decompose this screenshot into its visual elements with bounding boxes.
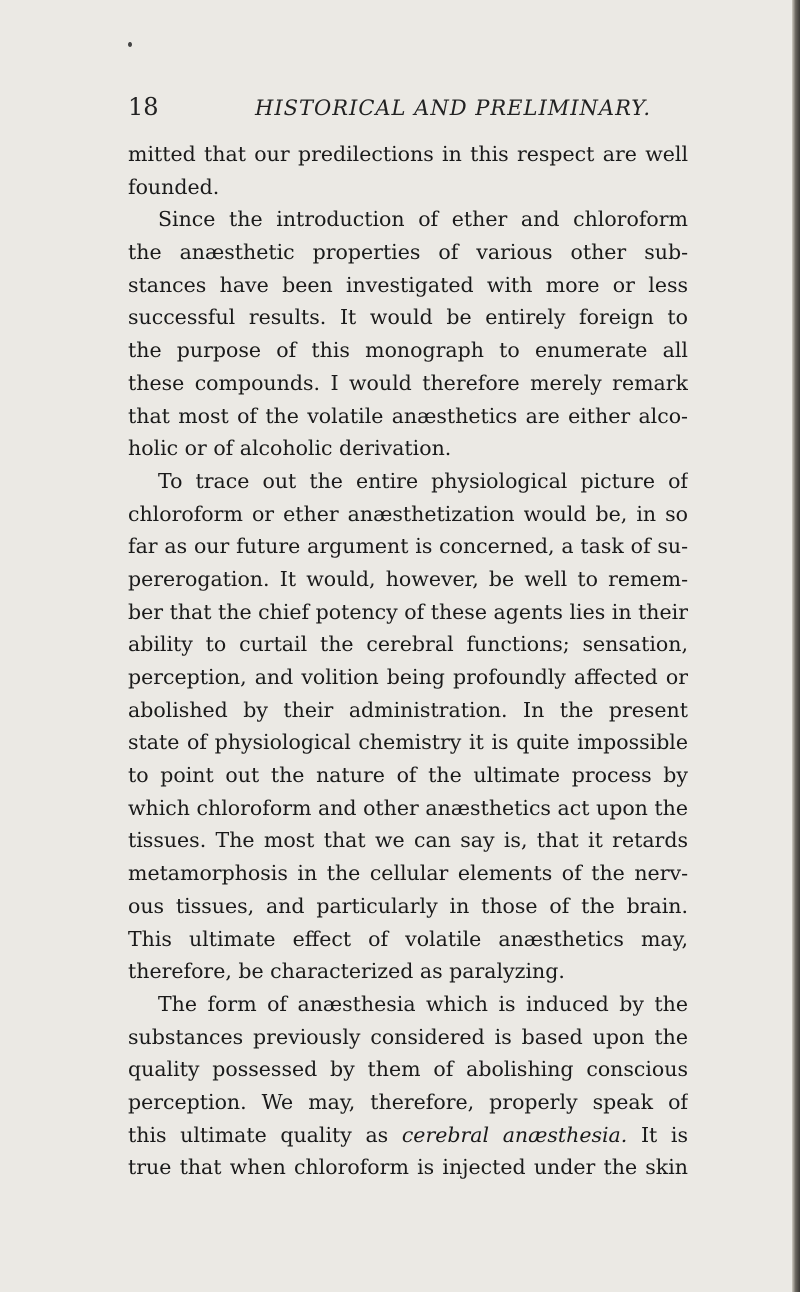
page-header: [128, 93, 688, 125]
text-line: chloroform or ether anæsthetization would be, in so: [128, 501, 688, 526]
text-line-with-italic: [128, 1119, 688, 1152]
text-line: perception, and volition being profoundly affected or: [128, 665, 688, 689]
text-line: ber that the chief potency of these agents lies in their: [128, 599, 688, 624]
text-line: ability to curtail the cerebral functions; sensation,: [128, 632, 688, 657]
text-line: true that when chloroform is injected under the skin: [128, 1155, 688, 1180]
text-line: ous tissues, and particularly in those of the brain.: [128, 893, 688, 918]
text-segment: It is: [640, 1122, 688, 1147]
text-line: The form of anæsthesia which is induced by the: [158, 991, 688, 1016]
text-line: the anæsthetic properties of various other sub-: [128, 240, 688, 265]
text-line: This ultimate effect of volatile anæsthetics may,: [128, 926, 688, 951]
page-number: 18: [128, 93, 159, 121]
text-line: mitted that our predilections in this respect are well: [128, 142, 688, 166]
ink-speck: [128, 42, 132, 47]
text-line: these compounds. I would therefore merely remark: [128, 370, 688, 395]
text-line: the purpose of this monograph to enumerate all: [128, 338, 688, 363]
text-segment: this ultimate quality as: [128, 1122, 389, 1147]
text-line: stances have been investigated with more or less: [128, 272, 688, 297]
text-line: Since the introduction of ether and chloroform: [158, 207, 688, 232]
text-line: perception. We may, therefore, properly speak of: [128, 1089, 688, 1114]
text-line: successful results. It would be entirely foreign to: [128, 305, 688, 330]
italic-term: cerebral anæsthesia.: [401, 1122, 628, 1147]
text-line: tissues. The most that we can say is, that it retards: [128, 828, 688, 853]
text-line: pererogation. It would, however, be well to remem-: [128, 566, 688, 591]
body-text: [128, 138, 688, 1184]
text-line: substances previously considered is based upon the: [128, 1024, 688, 1049]
text-line: founded.: [128, 174, 220, 199]
running-head: HISTORICAL AND PRELIMINARY.: [255, 96, 652, 120]
text-line: to point out the nature of the ultimate process by: [128, 763, 688, 788]
text-line: metamorphosis in the cellular elements of the nerv-: [128, 861, 688, 886]
page-edge-shadow: [792, 0, 800, 1292]
text-line: abolished by their administration. In the present: [128, 697, 688, 722]
text-line: far as our future argument is concerned, a task of su-: [128, 534, 688, 559]
text-line: which chloroform and other anæsthetics act upon the: [128, 795, 688, 820]
text-line: that most of the volatile anæsthetics are either alco-: [128, 403, 688, 428]
text-line: therefore, be characterized as paralyzing.: [128, 959, 565, 984]
text-line: quality possessed by them of abolishing conscious: [128, 1057, 688, 1082]
text-line: state of physiological chemistry it is quite impossible: [128, 730, 688, 755]
text-line: To trace out the entire physiological picture of: [158, 468, 688, 493]
text-line: holic or of alcoholic derivation.: [128, 436, 452, 461]
